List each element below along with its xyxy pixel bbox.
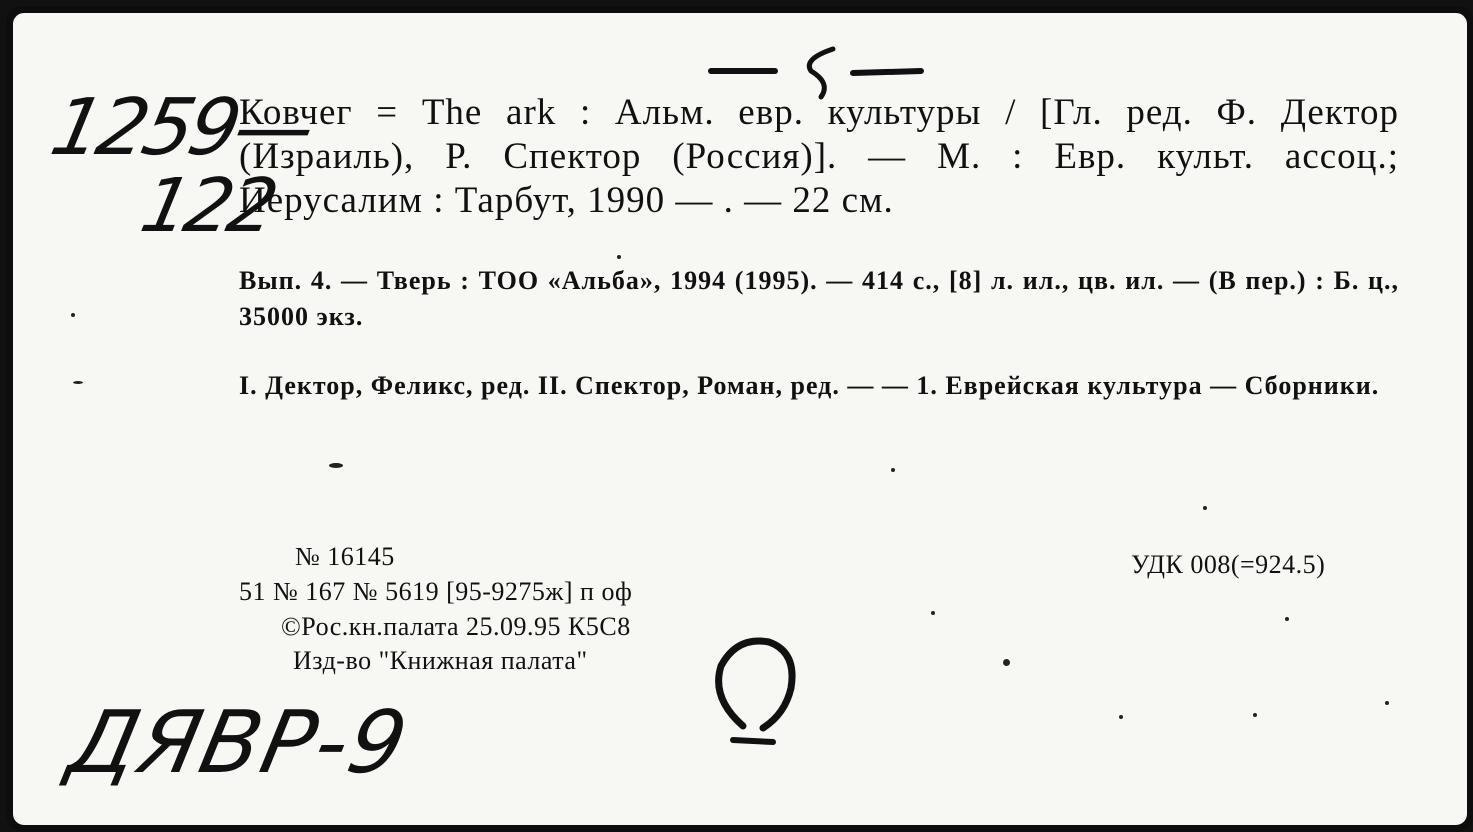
speck: [891, 468, 895, 472]
speck: [71, 313, 75, 317]
speck: [73, 381, 83, 384]
call-number-top: 1259—: [43, 83, 320, 173]
speck: [1003, 659, 1010, 666]
issue-block: Вып. 4. — Тверь : ТОО «Альба», 1994 (1995). — 414 с., [8] л. ил., цв. ил. — (В пер.) : Б. ц., 35000 экз.: [239, 266, 1399, 331]
title-block: Ковчег = The ark : Альм. евр. культуры / [Гл. ред. Ф. Дектор (Израиль), Р. Спектор (Россия)]. — М. : Евр. культ. ассоц.; Иерусалим : Тарбут, 1990 — . — 22 см.: [239, 92, 1399, 221]
bottom-code: ДЯВР-9: [60, 693, 418, 793]
stamp-mark-drawing: [703, 628, 813, 758]
speck: [1119, 715, 1123, 719]
number-line: № 16145: [295, 542, 395, 571]
publisher-line: Изд-во "Книжная палата": [293, 646, 588, 675]
speck: [329, 463, 343, 468]
speck: [1285, 617, 1289, 621]
copyright-line: ©Рос.кн.палата 25.09.95 К5С8: [281, 612, 631, 641]
speck: [1385, 701, 1389, 705]
order-line: 51 № 167 № 5619 [95-9275ж] п оф: [239, 577, 633, 606]
catalog-card: [6, 6, 1473, 832]
speck: [931, 611, 935, 615]
speck: [1253, 713, 1257, 717]
speck: [1203, 506, 1207, 510]
subjects-block: I. Дектор, Феликс, ред. II. Спектор, Роман, ред. — — 1. Еврейская культура — Сборники.: [239, 371, 1380, 400]
udk-label: УДК 008(=924.5): [1131, 550, 1326, 579]
call-number-bottom: 122: [133, 163, 282, 249]
speck: [617, 255, 621, 259]
